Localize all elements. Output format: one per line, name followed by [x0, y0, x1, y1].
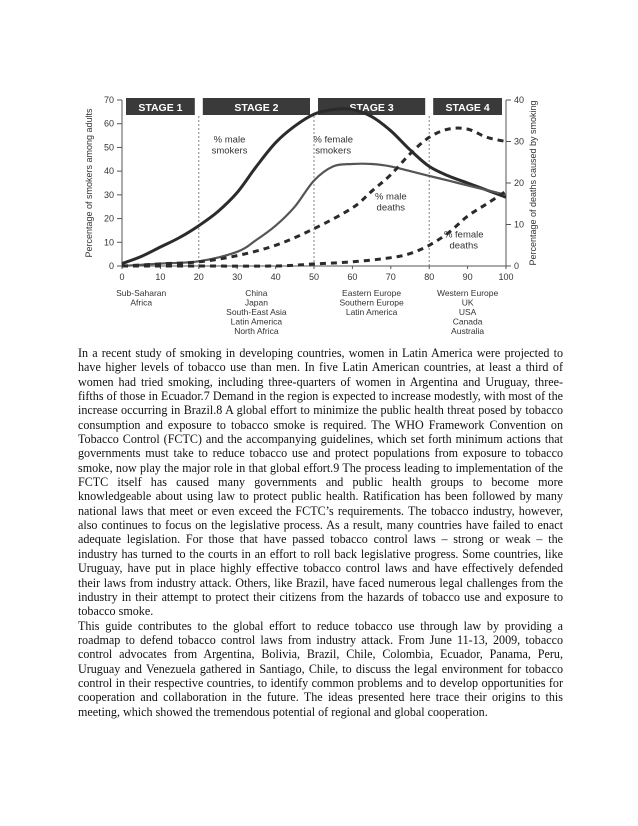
y-tick-label-left: 30	[103, 189, 114, 200]
y-tick-label-right: 0	[514, 261, 520, 271]
y-tick-label-right: 20	[514, 178, 525, 188]
y-tick-label-right: 30	[514, 136, 525, 147]
x-tick-label: 50	[308, 272, 320, 282]
female-smokers-line	[122, 164, 506, 266]
stage-label: STAGE 2	[234, 102, 279, 114]
y-tick-label-right: 40	[514, 95, 525, 105]
curve-annotation: % male smokers	[211, 134, 248, 157]
region-label: China Japan South-East Asia Latin America North Africa	[226, 288, 287, 336]
stage-label: STAGE 1	[138, 102, 183, 114]
paragraph-2: This guide contributes to the global effort to reduce tobacco use through law by providing a roadmap to defend tobacco control laws from industry attack. From June 11-13, 2009, tobacco control advocates from Argentina, Bolivia, Brazil, Chile, Colombia, Ecuador, Panama, Peru, Uruguay and Venezuela gathered in Santiago, Chile, to discuss the legal environment for tobacco control in their respective countries, to identify common problems and to develop opportunities for cooperation and collaboration in the future. The ideas presented here trace their origins to this meeting, which showed the tremendous potential of regional and global cooperation.	[78, 618, 563, 719]
region-label: Eastern Europe Southern Europe Latin America	[339, 288, 404, 317]
x-tick-label: 90	[462, 272, 473, 282]
y-tick-label-left: 10	[103, 237, 114, 248]
x-tick-label: 80	[424, 272, 435, 282]
curve-annotation: % male deaths	[374, 191, 407, 214]
y-tick-label-left: 40	[103, 166, 114, 177]
x-tick-label: 0	[119, 272, 125, 282]
y-tick-label-left: 0	[108, 261, 114, 271]
smoking-epidemic-chart	[80, 88, 560, 350]
x-tick-label: 100	[498, 272, 514, 282]
chart-labels	[116, 135, 498, 336]
y-tick-label-left: 50	[103, 142, 114, 153]
y-tick-label-right: 10	[514, 219, 525, 230]
curve-annotation: % female deaths	[443, 229, 484, 252]
paragraph-1: In a recent study of smoking in developing countries, women in Latin America were projected to have higher levels of tobacco use than men. In five Latin American countries, at least a third of women had tried smoking, including three-quarters of women in Argentina and Uruguay, three-fifths of those in Ecuador.7 Demand in the region is expected to increase modestly, with most of the increase occurring in Brazil.8 A global effort to minimize the public health threat posed by tobacco consumption and exposure to tobacco smoke is required. The WHO Framework Convention on Tobacco Control (FCTC) and the accompanying guidelines, which set forth minimum actions that governments must take to reduce tobacco use and protect populations from exposure to tobacco smoke, now play the major role in that global effort.9 The process leading to implementation of the FCTC itself has caused many governments and public health groups to become more knowledgeable about using law to protect public health. Ratification has been followed by many national laws that meet or even exceed the FCTC’s requirements. The tobacco industry, however, also continues to focus on the legislative process. As a result, many countries have failed to enact adequate legislation. For those that have passed tobacco control laws – strong or weak – the industry has turned to the courts in an effort to roll back legislative progress. Some countries, like Uruguay, have put in place highly effective tobacco control laws and have effectively defended their laws from industry attack. Others, like Brazil, have faced numerous legal challenges from the industry in their attempt to protect their citizens from the hazards of tobacco use and exposure to tobacco smoke.	[78, 346, 563, 619]
region-label: Sub-Saharan Africa	[116, 288, 167, 308]
x-tick-label: 30	[232, 272, 243, 282]
axes	[84, 95, 538, 282]
stage-label: STAGE 3	[349, 102, 394, 114]
y-tick-label-left: 20	[103, 213, 114, 224]
y-axis-title-right: Percentage of deaths caused by smoking	[528, 100, 538, 266]
y-axis-title-left: Percentage of smokers among adults	[84, 108, 94, 258]
x-tick-label: 60	[347, 272, 358, 282]
stage-label: STAGE 4	[445, 102, 490, 114]
region-label: Western Europe UK USA Canada Australia	[436, 288, 499, 336]
x-tick-label: 20	[193, 272, 204, 282]
x-tick-label: 40	[270, 272, 281, 282]
x-tick-label: 10	[155, 272, 166, 282]
x-tick-label: 70	[385, 272, 396, 282]
article-body	[78, 346, 563, 719]
y-tick-label-left: 70	[103, 95, 114, 105]
y-tick-label-left: 60	[103, 118, 114, 129]
curve-annotation: % female smokers	[313, 134, 354, 157]
